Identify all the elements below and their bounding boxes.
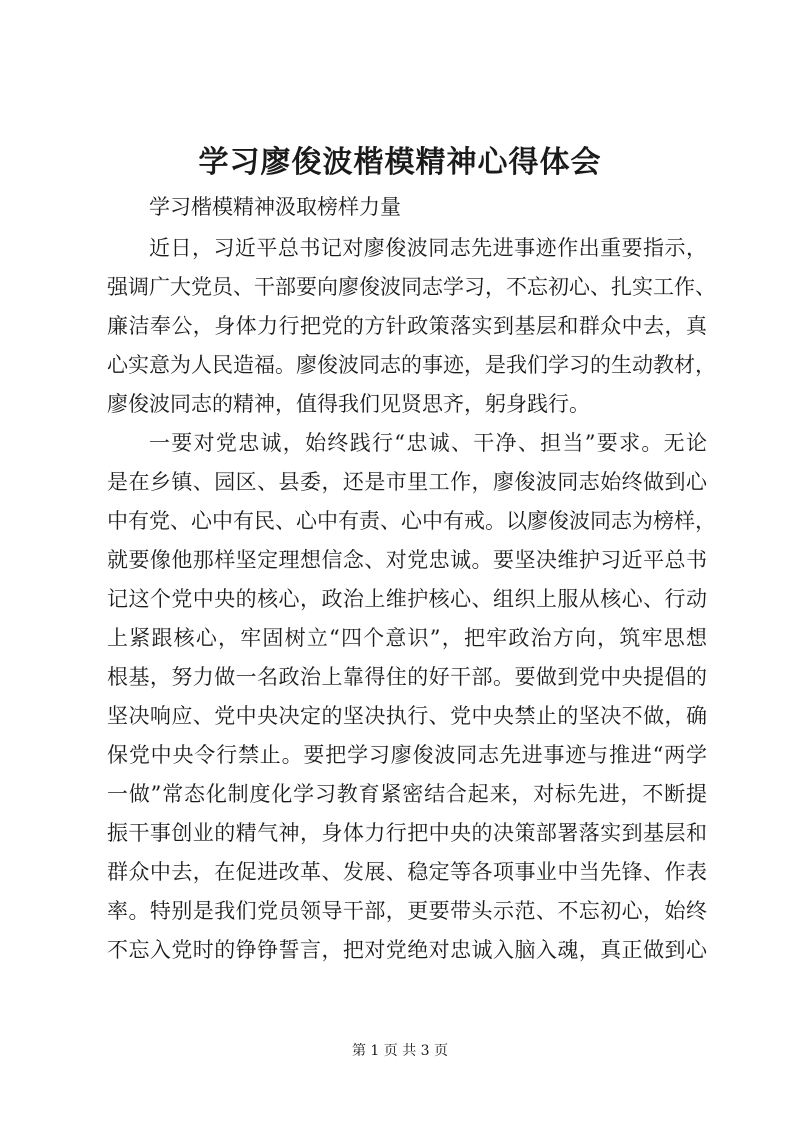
paragraph-line: 一要对党忠诚，始终践行“忠诚、干净、担当”要求。无论 (149, 431, 707, 455)
paragraph-line: 廉洁奉公，身体力行把党的方针政策落实到基层和群众中去，真 (107, 314, 707, 338)
paragraph-line: 就要像他那样坚定理想信念、对党忠诚。要坚决维护习近平总书 (107, 548, 707, 572)
paragraph-line: 廖俊波同志的精神，值得我们见贤思齐，躬身践行。 (107, 392, 590, 416)
document-title: 学习廖俊波楷模精神心得体会 (198, 145, 602, 180)
paragraph-line: 群众中去，在促进改革、发展、稳定等各项事业中当先锋、作表 (107, 860, 707, 884)
paragraph-line: 振干事创业的精气神，身体力行把中央的决策部署落实到基层和 (107, 821, 707, 845)
paragraph-line: 上紧跟核心，牢固树立“四个意识”，把牢政治方向，筑牢思想 (107, 626, 707, 650)
paragraph-line: 率。特别是我们党员领导干部，更要带头示范、不忘初心，始终 (107, 899, 707, 923)
paragraph-line: 是在乡镇、园区、县委，还是市里工作，廖俊波同志始终做到心 (107, 470, 707, 494)
page-footer: 第 1 页 共 3 页 (351, 1043, 449, 1059)
document-subtitle: 学习楷模精神汲取榜样力量 (149, 195, 401, 219)
paragraph-line: 记这个党中央的核心，政治上维护核心、组织上服从核心、行动 (107, 587, 707, 611)
paragraph-1 (107, 229, 716, 424)
paragraph-line: 强调广大党员、干部要向廖俊波同志学习，不忘初心、扎实工作、 (107, 275, 716, 299)
paragraph-line: 一做”常态化制度化学习教育紧密结合起来，对标先进，不断提 (107, 782, 707, 806)
paragraph-line: 中有党、心中有民、心中有责、心中有戒。以廖俊波同志为榜样， (107, 509, 716, 533)
paragraph-2 (107, 424, 716, 970)
paragraph-line: 保党中央令行禁止。要把学习廖俊波同志先进事迹与推进“两学 (107, 743, 707, 767)
paragraph-line: 不忘入党时的铮铮誓言，把对党绝对忠诚入脑入魂，真正做到心 (107, 938, 707, 962)
paragraph-line: 心实意为人民造福。廖俊波同志的事迹，是我们学习的生动教材， (107, 353, 716, 377)
paragraph-line: 近日，习近平总书记对廖俊波同志先进事迹作出重要指示， (149, 236, 707, 260)
paragraph-line: 坚决响应、党中央决定的坚决执行、党中央禁止的坚决不做，确 (107, 704, 707, 728)
paragraph-line: 根基，努力做一名政治上靠得住的好干部。要做到党中央提倡的 (107, 665, 707, 689)
